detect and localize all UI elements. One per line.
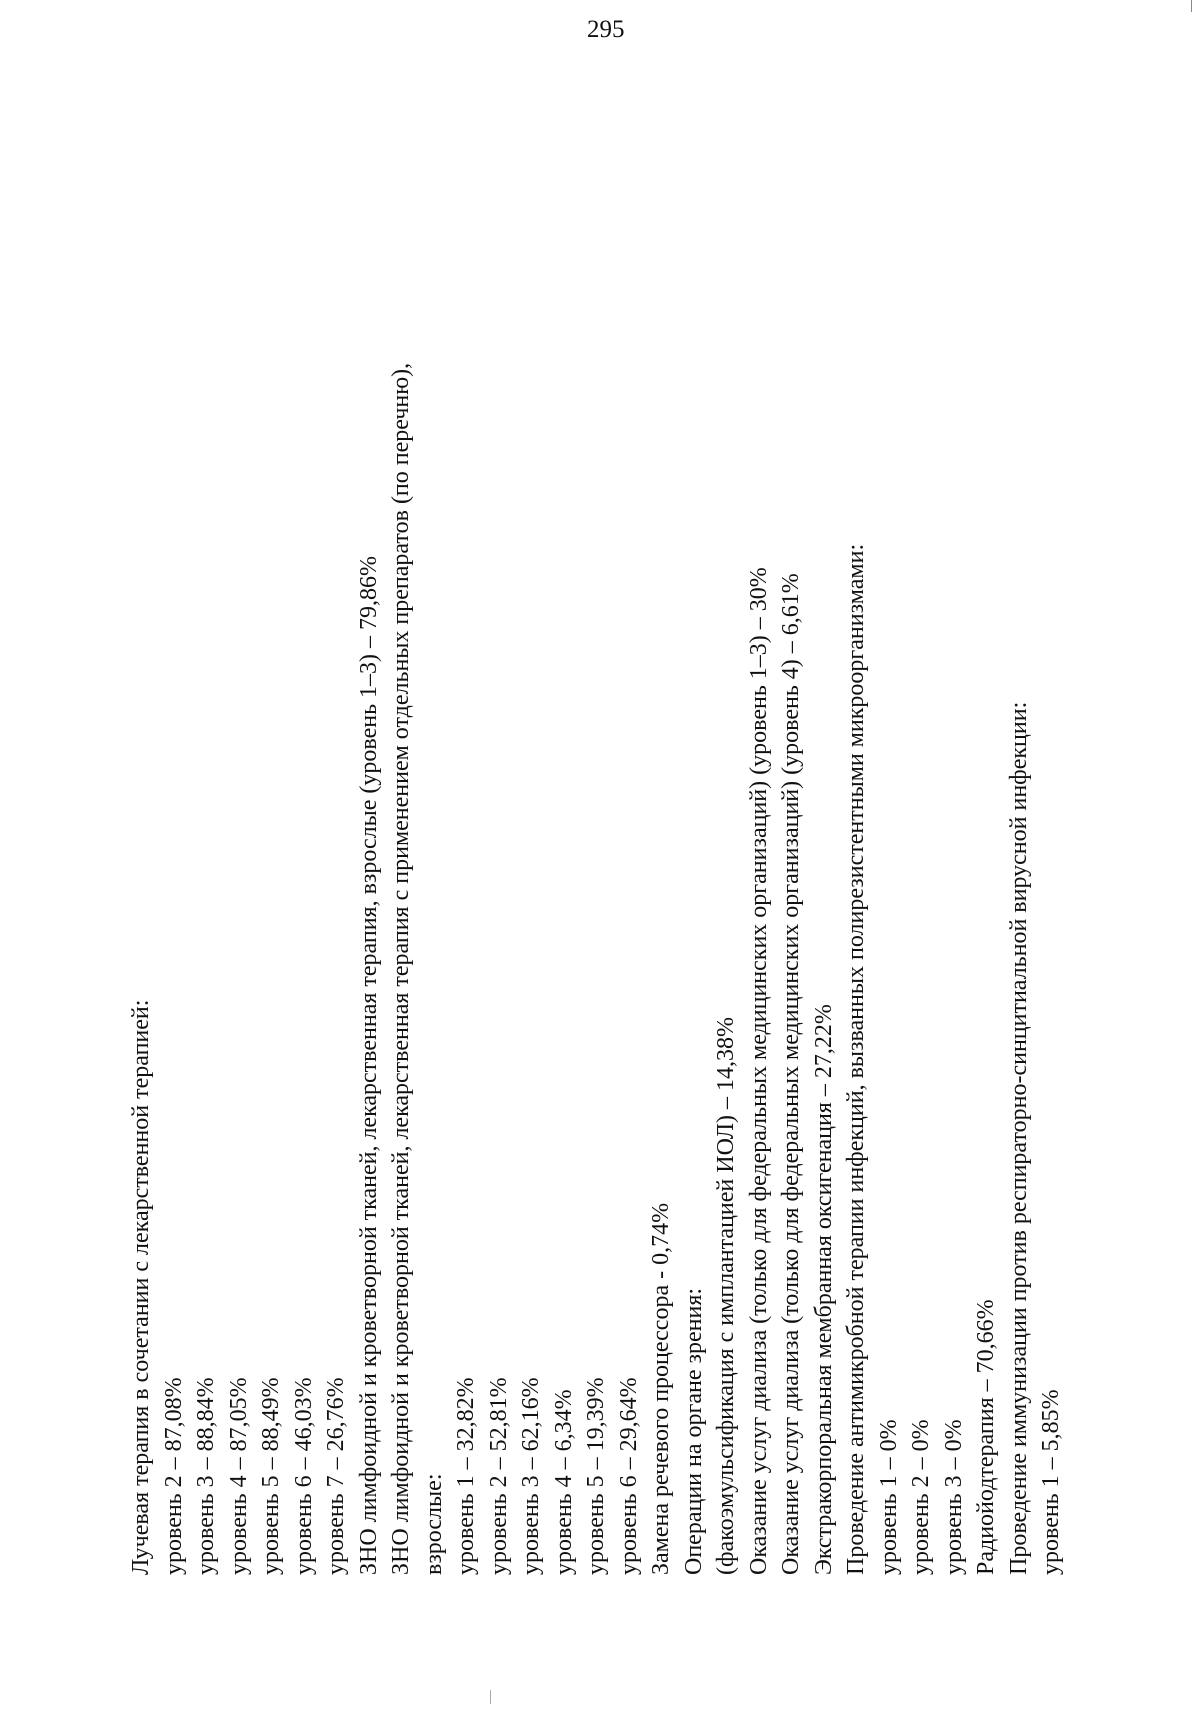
rotated-text-block bbox=[125, 125, 1068, 1575]
page-number: 295 bbox=[587, 16, 625, 43]
text-line: уровень 2 – 52,81% bbox=[485, 1377, 512, 1575]
text-line: уровень 3 – 0% bbox=[940, 1419, 967, 1575]
text-line: уровень 5 – 19,39% bbox=[583, 1377, 609, 1575]
text-line: Проведение иммунизации против респираторно-синцитиальной вирусной инфекции: bbox=[1005, 701, 1032, 1575]
text-line: Лучевая терапия в сочетании с лекарственной терапией: bbox=[128, 999, 154, 1575]
text-line: уровень 1 – 5,85% bbox=[1038, 1389, 1064, 1575]
text-line: уровень 1 – 32,82% bbox=[453, 1377, 479, 1575]
text-line: уровень 3 – 88,84% bbox=[193, 1377, 219, 1575]
text-line: уровень 1 – 0% bbox=[875, 1419, 902, 1575]
text-line: уровень 4 – 87,05% bbox=[225, 1377, 252, 1575]
text-line: взрослые: bbox=[420, 1473, 447, 1575]
text-line: Замена речевого процессора - 0,74% bbox=[648, 1202, 674, 1575]
text-line: уровень 4 – 6,34% bbox=[550, 1389, 577, 1575]
text-line: Операции на органе зрения: bbox=[680, 1287, 707, 1575]
text-line: Радиойодтерапия – 70,66% bbox=[973, 1299, 999, 1575]
text-line: уровень 3 – 62,16% bbox=[518, 1377, 544, 1575]
text-line: уровень 2 – 0% bbox=[908, 1419, 934, 1575]
text-line: Проведение антимикробной терапии инфекций, вызванных полирезистентными микроорганизмами: bbox=[843, 543, 869, 1575]
text-line: (факоэмульсификация с имплантацией ИОЛ) – 14,38% bbox=[713, 1017, 739, 1575]
text-line: Оказание услуг диализа (только для федеральных медицинских организаций) (уровень 4) – 6,61% bbox=[778, 573, 804, 1575]
text-line: ЗНО лимфоидной и кроветворной тканей, лекарственная терапия с применением отдельных препаратов (по перечню), bbox=[388, 362, 414, 1575]
text-line: Экстракорпоральная мембранная оксигенация – 27,22% bbox=[810, 1004, 837, 1575]
scan-mark bbox=[490, 1690, 491, 1704]
text-line: уровень 5 – 88,49% bbox=[258, 1377, 284, 1575]
text-line: уровень 2 – 87,08% bbox=[160, 1377, 187, 1575]
text-line: уровень 6 – 29,64% bbox=[615, 1377, 642, 1575]
text-line: ЗНО лимфоидной и кроветворной тканей, лекарственная терапия, взрослые (уровень 1–3) – 79,86% bbox=[355, 555, 382, 1575]
scan-mark bbox=[1191, 0, 1192, 12]
text-line: уровень 7 – 26,76% bbox=[323, 1377, 349, 1575]
text-line: Оказание услуг диализа (только для федеральных медицинских организаций) (уровень 1–3) – 30% bbox=[745, 567, 772, 1575]
text-line: уровень 6 – 46,03% bbox=[290, 1377, 317, 1575]
